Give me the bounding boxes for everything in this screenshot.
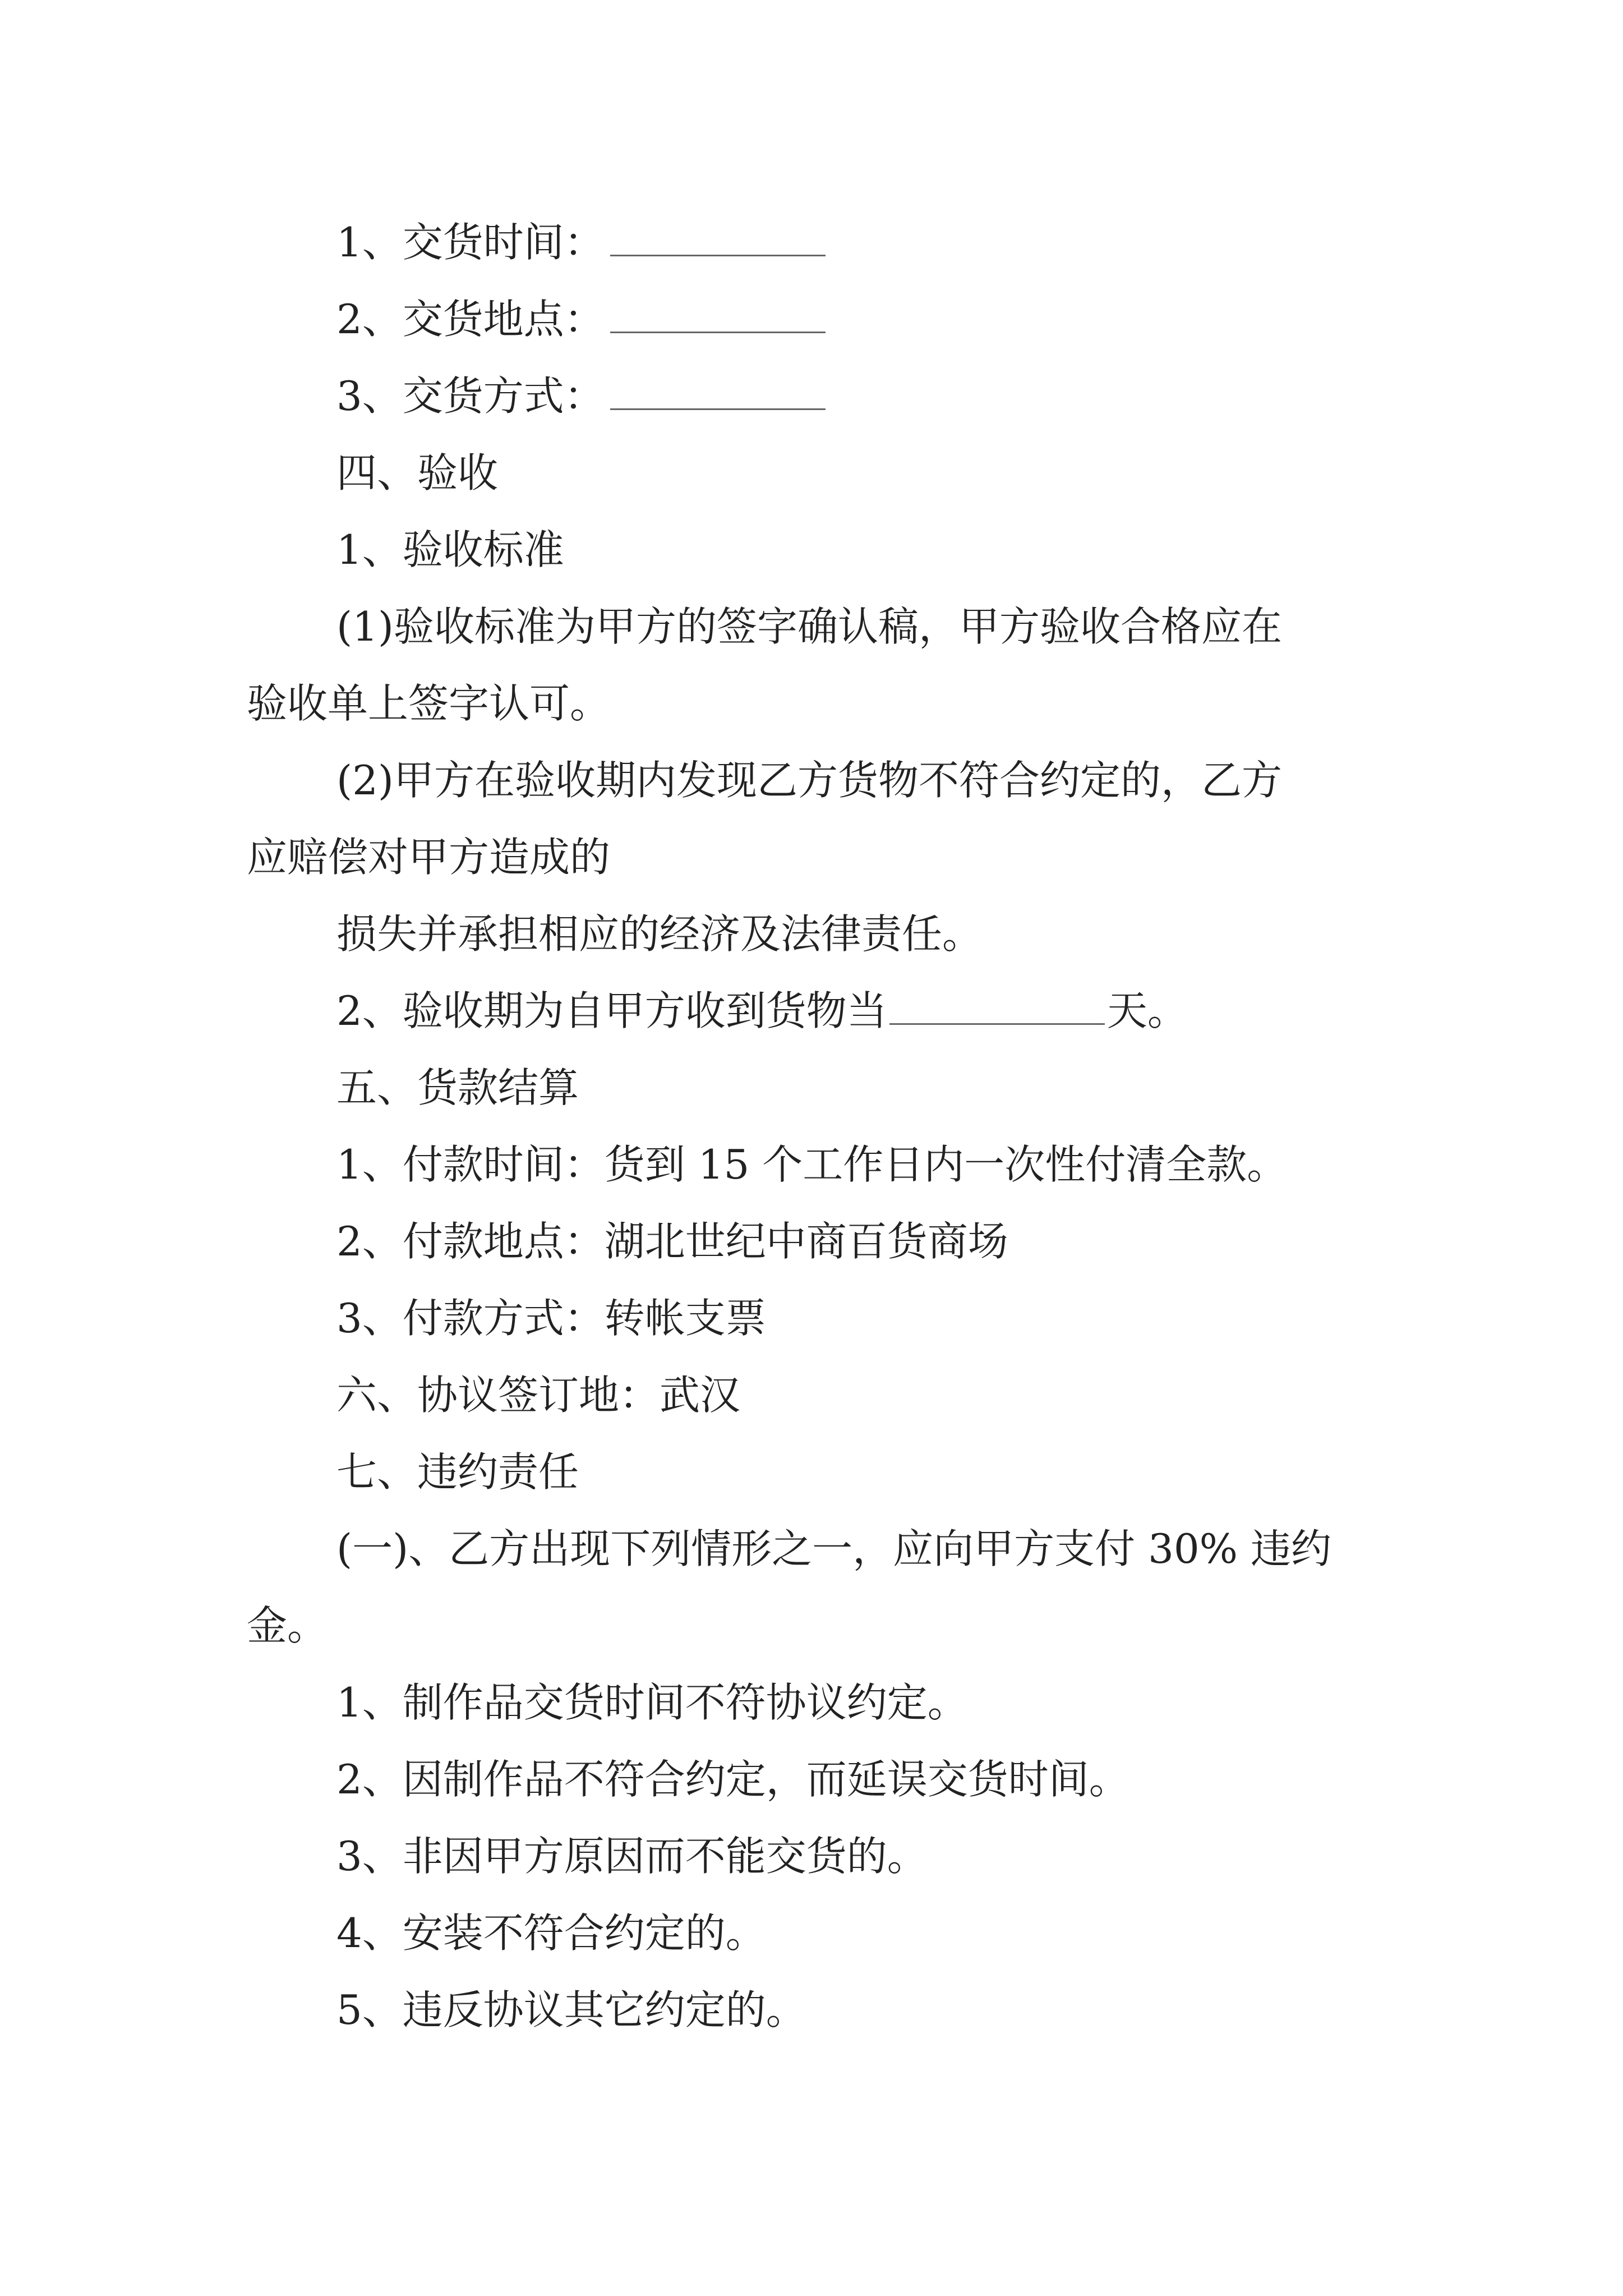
acceptance-p1-line1: (1)验收标准为甲方的签字确认稿，甲方验收合格应在: [336, 603, 1282, 650]
section-6-heading: 六、协议签订地：武汉: [336, 1372, 741, 1419]
acceptance-p2-line2: 应赔偿对甲方造成的: [247, 834, 611, 881]
acceptance-period-blank: [889, 990, 1105, 1025]
delivery-time-line: [247, 204, 1385, 281]
acceptance-standard-heading: 1、验收标准: [336, 526, 564, 573]
delivery-method-label: 3、交货方式：: [336, 372, 605, 420]
section-5-heading: 五、货款结算: [336, 1064, 579, 1111]
breach-item: 4、安装不符合约定的。: [336, 1910, 766, 1957]
breach-item: 1、制作品交货时间不符协议约定。: [336, 1679, 968, 1726]
acceptance-period-suffix: 天。: [1106, 987, 1188, 1034]
acceptance-p2-line1: (2)甲方在验收期内发现乙方货物不符合约定的，乙方: [336, 757, 1282, 804]
breach-p1-line1: (一)、乙方出现下列情形之一，应向甲方支付 30% 违约: [336, 1525, 1331, 1572]
payment-method: 3、付款方式：转帐支票: [336, 1295, 766, 1342]
payment-time: 1、付款时间：货到 15 个工作日内一次性付清全款。: [336, 1141, 1288, 1188]
acceptance-p1-line2: 验收单上签字认可。: [247, 680, 611, 727]
breach-item: 3、非因甲方原因而不能交货的。: [336, 1833, 928, 1880]
section-4-heading: 四、验收: [336, 449, 499, 496]
delivery-method-blank: [610, 375, 826, 410]
delivery-place-blank: [610, 298, 826, 333]
delivery-place-line: [247, 281, 1385, 358]
breach-p1-line2: 金。: [247, 1602, 328, 1649]
document-body: [247, 204, 1385, 2049]
acceptance-period-prefix: 2、验收期为自甲方收到货物当: [336, 987, 887, 1034]
breach-item: 5、违反协议其它约定的。: [336, 1986, 806, 2033]
breach-item: 2、因制作品不符合约定，而延误交货时间。: [336, 1756, 1129, 1803]
acceptance-p2-line3: 损失并承担相应的经济及法律责任。: [336, 910, 983, 958]
acceptance-period-line: [247, 973, 1385, 1050]
section-7-heading: 七、违约责任: [336, 1448, 579, 1496]
payment-place: 2、付款地点：湖北世纪中商百货商场: [336, 1218, 1008, 1265]
delivery-time-label: 1、交货时间：: [336, 219, 605, 266]
delivery-place-label: 2、交货地点：: [336, 296, 605, 343]
delivery-method-line: [247, 358, 1385, 435]
delivery-time-blank: [610, 221, 826, 256]
